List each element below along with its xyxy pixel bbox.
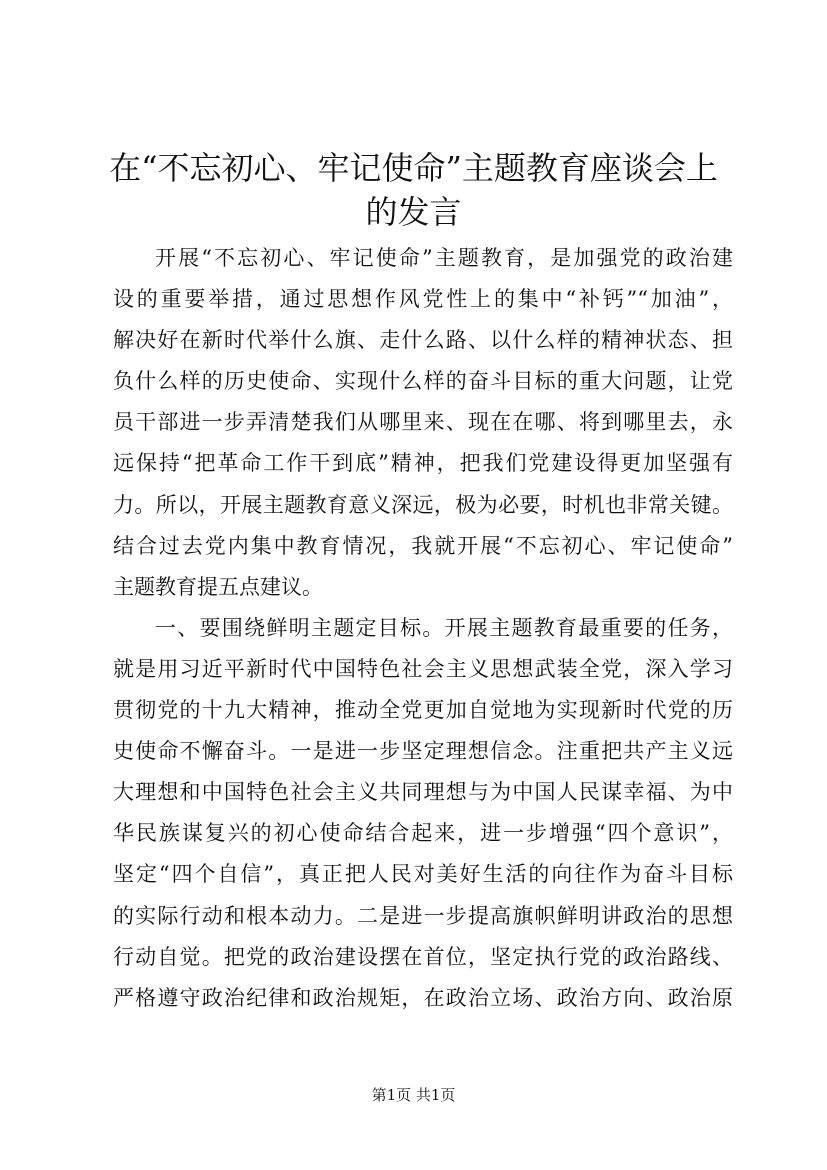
text-line: 主题教育提五点建议。 [113, 574, 323, 599]
text-line: 一、要围绕鲜明主题定目标。开展主题教育最重要的任务， [155, 615, 733, 640]
text-line: 贯彻党的十九大精神，推动全党更加自觉地为实现新时代党的历 [113, 698, 733, 723]
text-line: 华民族谋复兴的初心使命结合起来，进一步增强“四个意识”， [113, 821, 733, 846]
text-line: 解决好在新时代举什么旗、走什么路、以什么样的精神状态、担 [113, 328, 733, 353]
text-line: 的实际行动和根本动力。二是进一步提高旗帜鲜明讲政治的思想 [113, 903, 733, 928]
text-line: 坚定“四个自信”，真正把人民对美好生活的向往作为奋斗目标 [113, 862, 733, 887]
text-line: 员干部进一步弄清楚我们从哪里来、现在在哪、将到哪里去，永 [113, 410, 733, 435]
text-line: 严格遵守政治纪律和政治规矩，在政治立场、政治方向、政治原 [113, 985, 733, 1010]
text-line: 史使命不懈奋斗。一是进一步坚定理想信念。注重把共产主义远 [113, 739, 733, 764]
text-line: 负什么样的历史使命、实现什么样的奋斗目标的重大问题，让党 [113, 369, 733, 394]
text-line: 设的重要举措，通过思想作风党性上的集中“补钙”“加油”， [113, 287, 733, 312]
text-line: 开展“不忘初心、牢记使命”主题教育，是加强党的政治建 [155, 246, 733, 270]
text-line: 大理想和中国特色社会主义共同理想与为中国人民谋幸福、为中 [113, 780, 733, 805]
page-footer: 第1页 共1页 [371, 1086, 456, 1104]
text-line: 远保持“把革命工作干到底”精神，把我们党建设得更加坚强有 [113, 451, 733, 476]
document-title-line-1: 在“不忘初心、牢记使命”主题教育座谈会上 [109, 149, 718, 187]
document-body [113, 238, 733, 1019]
text-line: 就是用习近平新时代中国特色社会主义思想武装全党，深入学习 [113, 656, 733, 681]
document-title-line-2: 的发言 [365, 193, 462, 231]
text-line: 行动自觉。把党的政治建设摆在首位，坚定执行党的政治路线、 [113, 944, 733, 969]
text-line: 结合过去党内集中教育情况，我就开展“不忘初心、牢记使命” [113, 533, 733, 558]
text-line: 力。所以，开展主题教育意义深远，极为必要，时机也非常关键。 [113, 492, 733, 517]
